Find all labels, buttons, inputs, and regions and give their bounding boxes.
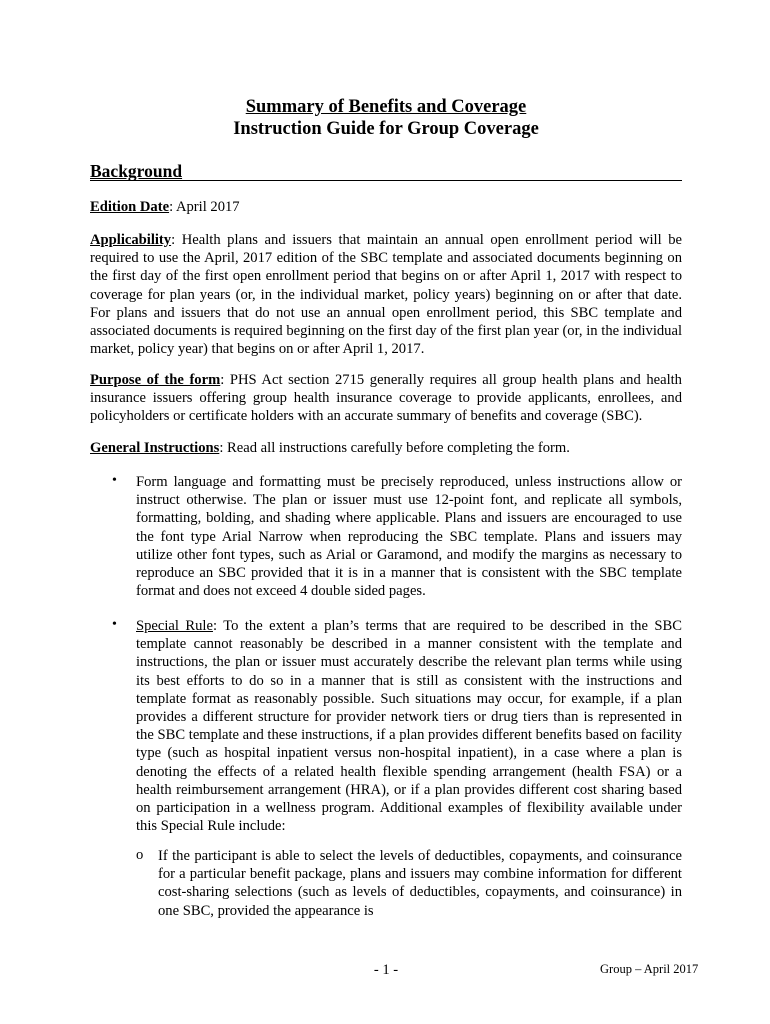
purpose-paragraph: [90, 371, 682, 426]
document-title: Summary of Benefits and Coverage: [245, 97, 527, 117]
edition-date-value: : April 2017: [169, 199, 240, 215]
document-subtitle: Instruction Guide for Group Coverage: [233, 119, 539, 139]
bullet-marker: •: [112, 617, 117, 632]
bullet-formatting: Form language and formatting must be precisely reproduced, unless instructions allow or instruct otherwise. The plan or issuer must use 12-point font, and replicate all symbols, formatting, bolding, and shading where applicable. Plans and issuers are encouraged to use the font type Arial Narrow when reproducing the SBC template. Plans and issuers may utilize other font types, such as Arial or Garamond, and modify the margins as necessary to reproduce an SBC provided that it is in a manner that is consistent with the SBC template format and does not exceed 4 double sided pages.: [136, 474, 682, 600]
footer-edition: Group – April 2017: [600, 962, 699, 976]
applicability-paragraph: [90, 231, 682, 358]
edition-date-paragraph: [90, 198, 682, 216]
special-rule-label: Special Rule: [136, 618, 213, 634]
general-instructions-text: : Read all instructions carefully before completing the form.: [219, 440, 570, 456]
applicability-label: Applicability: [90, 232, 172, 248]
sub-bullet-deductibles: If the participant is able to select the levels of deductibles, copayments, and coinsurance for a particular benefit package, plans and issuers may combine information for different cost-sharing selections (such as levels of deductibles, copayments, and coinsurance) in one SBC, provided the appearance is: [158, 848, 682, 919]
special-rule-text: : To the extent a plan’s terms that are required to be described in the SBC template cannot reasonably be described in a manner consistent with the template and instructions, the plan or issuer must accurately describe the relevant plan terms while using its best efforts to do so in a manner that is still as consistent with the instructions and template format as reasonably possible. Such situations may occur, for example, if a plan provides a different structure for provider network tiers or drug tiers than is represented in the SBC template and these instructions, if a plan provides different benefits based on facility type (such as hospital inpatient versus non-hospital inpatient), in a case where a plan is denoting the effects of a related health flexible spending arrangement (health FSA) or a health reimbursement arrangement (HRA), or if a plan provides different cost sharing based on participation in a wellness program. Additional examples of flexibility available under this Special Rule include:: [136, 618, 682, 835]
page-number: - 1 -: [373, 962, 399, 978]
purpose-text: : PHS Act section 2715 generally requires all group health plans and health insurance issuers offering group health insurance coverage to provide applicants, enrollees, and policyholders or certificate holders with an accurate summary of benefits and coverage (SBC).: [90, 372, 682, 425]
bullet-marker: •: [112, 473, 117, 488]
purpose-label: Purpose of the form: [90, 372, 221, 388]
section-heading-background: [90, 160, 682, 181]
sub-bullet-marker: o: [136, 847, 144, 863]
general-instructions-paragraph: [90, 439, 682, 457]
general-instructions-label: General Instructions: [90, 440, 220, 456]
section-heading-text: Background: [90, 161, 183, 181]
edition-date-label: Edition Date: [90, 199, 170, 215]
bullet-special-rule: [136, 617, 682, 835]
applicability-text: : Health plans and issuers that maintain an annual open enrollment period will be required to use the April, 2017 edition of the SBC template and associated documents beginning on the first day of the first open enrollment period that begins on or after April 1, 2017 with respect to coverage for plan years (or, in the individual market, policy years) beginning on or after that date. For plans and issuers that do not use an annual open enrollment period, this SBC template and associated documents is required beginning on the first day of the first plan year (or, in the individual market, policy year) that begins on or after April 1, 2017.: [90, 232, 682, 358]
